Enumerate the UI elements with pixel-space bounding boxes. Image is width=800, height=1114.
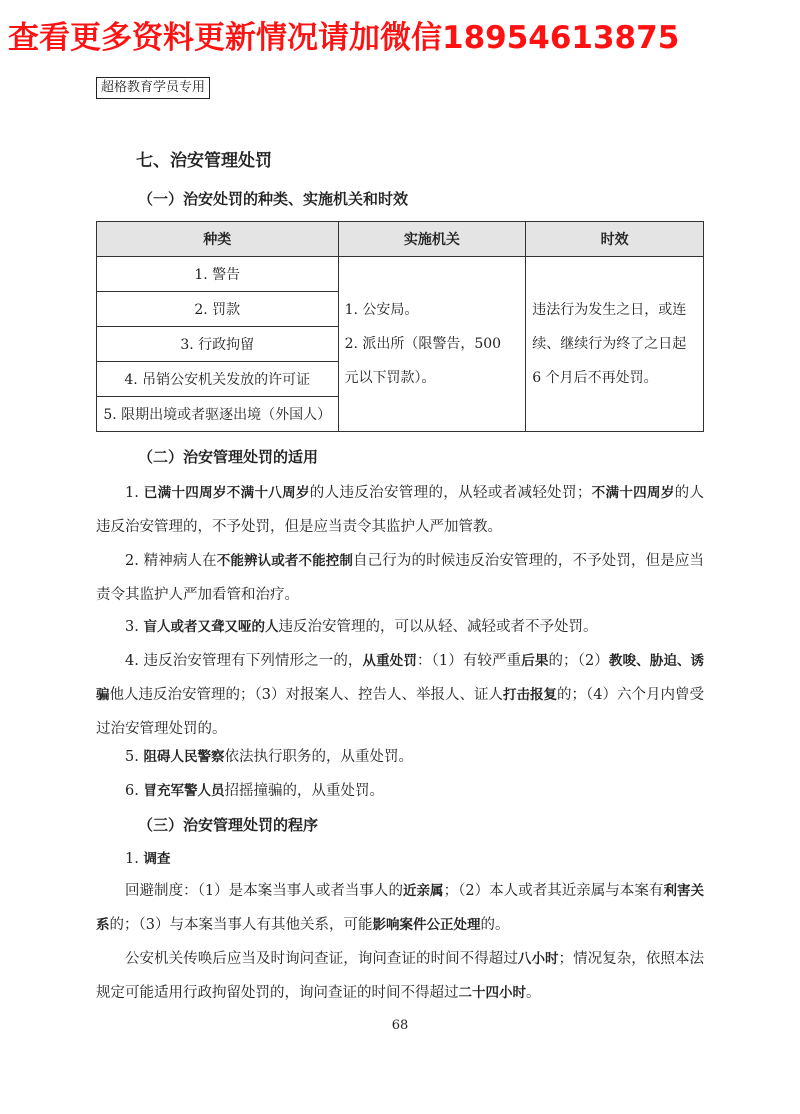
apply-paragraph-5: 5. 阻碍人民警察依法执行职务的，从重处罚。 [125, 749, 413, 765]
kind-cell: 1. 警告 [97, 257, 339, 292]
section-title: 七、治安管理处罚 [136, 151, 272, 171]
org-cell [338, 257, 526, 432]
header-org: 实施机关 [338, 222, 526, 257]
apply-paragraph-4: 4. 违反治安管理有下列情形之一的，从重处罚：（1）有较严重后果的；（2）教唆、胁迫、诱骗他人违反治安管理的；（3）对报案人、控告人、举报人、证人打击报复的；（4）六个月内曾受过治安管理处罚的。 [96, 653, 705, 737]
kind-cell: 5. 限期出境或者驱逐出境（外国人） [97, 397, 339, 432]
apply-paragraph-6: 6. 冒充军警人员招摇撞骗的，从重处罚。 [125, 783, 384, 799]
kind-cell: 2. 罚款 [97, 292, 339, 327]
page-number: 68 [391, 1018, 409, 1033]
kind-cell: 3. 行政拘留 [97, 327, 339, 362]
subsection-title-2: （二）治安管理处罚的适用 [138, 448, 319, 466]
procedure-paragraph-2: 公安机关传唤后应当及时询问查证，询问查证的时间不得超过八小时；情况复杂，依照本法规定可能适用行政拘留处罚的，询问查证的时间不得超过二十四小时。 [96, 951, 705, 1001]
penalty-table [96, 221, 704, 432]
subsection-title-1: （一）治安处罚的种类、实施机关和时效 [138, 190, 409, 208]
limit-cell: 违法行为发生之日，或连续、继续行为终了之日起 6 个月后不再处罚。 [526, 257, 704, 432]
user-stamp: 超格教育学员专用 [96, 77, 210, 99]
procedure-title: 1. 调查 [125, 851, 171, 867]
apply-paragraph-2: 2. 精神病人在不能辨认或者不能控制自己行为的时候违反治安管理的，不予处罚，但是应当责令其监护人严加看管和治疗。 [96, 553, 705, 603]
procedure-paragraph-1: 回避制度：（1）是本案当事人或者当事人的近亲属；（2）本人或者其近亲属与本案有利害关系的；（3）与本案当事人有其他关系，可能影响案件公正处理的。 [96, 883, 705, 933]
kind-cell: 4. 吊销公安机关发放的许可证 [97, 362, 339, 397]
header-kind: 种类 [97, 222, 339, 257]
promo-banner: 查看更多资料更新情况请加微信18954613875 [8, 20, 680, 56]
org-line: 2. 派出所（限警告，500 元以下罚款）。 [344, 336, 502, 386]
apply-paragraph-3: 3. 盲人或者又聋又哑的人违反治安管理的，可以从轻、减轻或者不予处罚。 [125, 619, 598, 635]
header-limit: 时效 [526, 222, 704, 257]
org-line: 1. 公安局。 [344, 302, 419, 318]
apply-paragraph-1: 1. 已满十四周岁不满十八周岁的人违反治安管理的，从轻或者减轻处罚；不满十四周岁的人违反治安管理的，不予处罚，但是应当责令其监护人严加管教。 [96, 485, 705, 535]
subsection-title-3: （三）治安管理处罚的程序 [138, 816, 319, 834]
